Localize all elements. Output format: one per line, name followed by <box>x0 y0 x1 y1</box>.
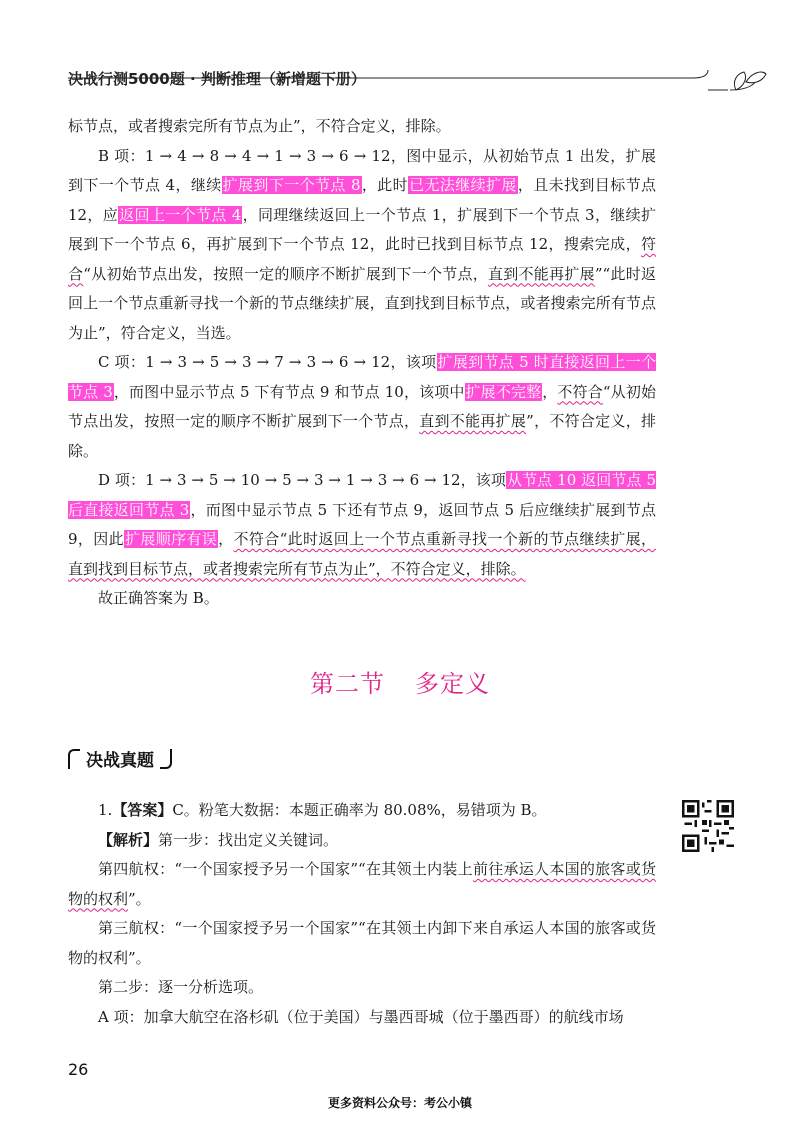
third-freedom-paragraph: 第三航权：“一个国家授予另一个国家”“在其领土内卸下来自承运人本国的旅客或货物的权利”。 <box>68 919 656 967</box>
qr-code-icon[interactable] <box>682 800 734 852</box>
explanation-tag: 【解析】 <box>98 830 159 849</box>
page-number: 26 <box>68 1060 89 1079</box>
analysis-block <box>68 112 656 614</box>
highlight: 扩展不完整 <box>465 382 542 401</box>
option-b-paragraph: B 项：1 → 4 → 8 → 4 → 1 → 3 → 6 → 12，图中显示，从初始节点 1 出发，扩展到下一个节点 4，继续扩展到下一个节点 8，此时已无法继续扩展，且未找到目标节点 12，应返回上一个节点 4，同理继续返回上一个节点 1，扩展到下一个节点 3，继续扩展到下一个节点 6，再扩展到下一个节点 12，此时已找到目标节点 12，搜索完成，符合“从初始节点出发，按照一定的顺序不断扩展到下一个节点，直到不能再扩展”“此时返回上一个节点重新寻找一个新的节点继续扩展，直到找到目标节点，或者搜索完所有节点为止”，符合定义，当选。 <box>68 146 656 342</box>
wavy-underline: 直到不能再扩展 <box>419 412 527 430</box>
page-header <box>68 60 748 100</box>
option-c-paragraph: C 项：1 → 3 → 5 → 3 → 7 → 3 → 6 → 12，该项扩展到节点 5 时直接返回上一个节点 3，而图中显示节点 5 下有节点 9 和节点 10，该项中扩展不完整，不符合“从初始节点出发，按照一定的顺序不断扩展到下一个节点，直到不能再扩展”，不符合定义，排除。 <box>68 353 656 460</box>
option-d-paragraph: D 项：1 → 3 → 5 → 10 → 5 → 3 → 1 → 3 → 6 → 12，该项从节点 10 返回节点 5 后直接返回节点 3，而图中显示节点 5 下还有节点 9，返回节点 5 后应继续扩展到节点 9，因此扩展顺序有误，不符合“此时返回上一个节点重新寻找一个新的节点继续扩展，直到找到目标节点，或者搜索完所有节点为止”，不符合定义，排除。 <box>68 471 656 578</box>
footer-note: 更多资料公众号：考公小镇 <box>327 1096 472 1110</box>
fourth-freedom-paragraph: 第四航权：“一个国家授予另一个国家”“在其领土内装上前往承运人本国的旅客或货物的权利”。 <box>68 860 656 908</box>
answer-line: 故正确答案为 B。 <box>98 589 219 607</box>
bracket-right-icon <box>160 749 172 769</box>
answer-paragraph: 1.【答案】C。粉笔大数据：本题正确率为 80.08%，易错项为 B。 <box>98 801 547 819</box>
wavy-underline: 直到不能再扩展 <box>488 264 595 283</box>
paragraph-a-end: 标节点，或者搜索完所有节点为止”，不符合定义，排除。 <box>68 117 451 135</box>
real-exam-heading: 决战真题 <box>68 746 172 771</box>
wavy-underline: 前往承运人本国的旅客或货物的权利 <box>68 860 656 908</box>
bracket-left-icon <box>68 749 80 769</box>
option-a-paragraph: A 项：加拿大航空在洛杉矶（位于美国）与墨西哥城（位于墨西哥）的航线市场 <box>98 1007 624 1026</box>
step-two-line: 第二步：逐一分析选项。 <box>98 978 264 996</box>
explanation-paragraph: 【解析】第一步：找出定义关键词。 <box>98 830 339 849</box>
wavy-underline: “此时返回上一个节点重新寻找一个新的节点继续扩展，直到找到目标节点，或者搜索完所有节点为止”，不符合定义，排除。 <box>68 530 656 578</box>
highlight: 扩展到下一个节点 8 <box>222 176 361 194</box>
solution-block <box>68 796 656 1032</box>
wavy-underline: 符合 <box>68 235 656 283</box>
highlight: 返回上一个节点 4 <box>119 205 242 224</box>
book-title: 决战行测5000题 · 判断推理（新增题下册） <box>68 70 366 88</box>
wavy-underline: 不符合 <box>233 530 280 548</box>
section-title: 第二节 多定义 <box>310 670 490 698</box>
answer-tag: 【答案】 <box>112 801 173 819</box>
highlight: 已无法继续扩展 <box>409 176 517 194</box>
highlight: 扩展顺序有误 <box>125 530 218 548</box>
highlight: 扩展到节点 5 时直接返回上一个节点 3 <box>68 353 656 401</box>
header-rule-sprout-icon <box>68 60 758 100</box>
highlight: 从节点 10 返回节点 5 后直接返回节点 3 <box>68 471 656 519</box>
wavy-underline: 不符合 <box>557 382 603 401</box>
